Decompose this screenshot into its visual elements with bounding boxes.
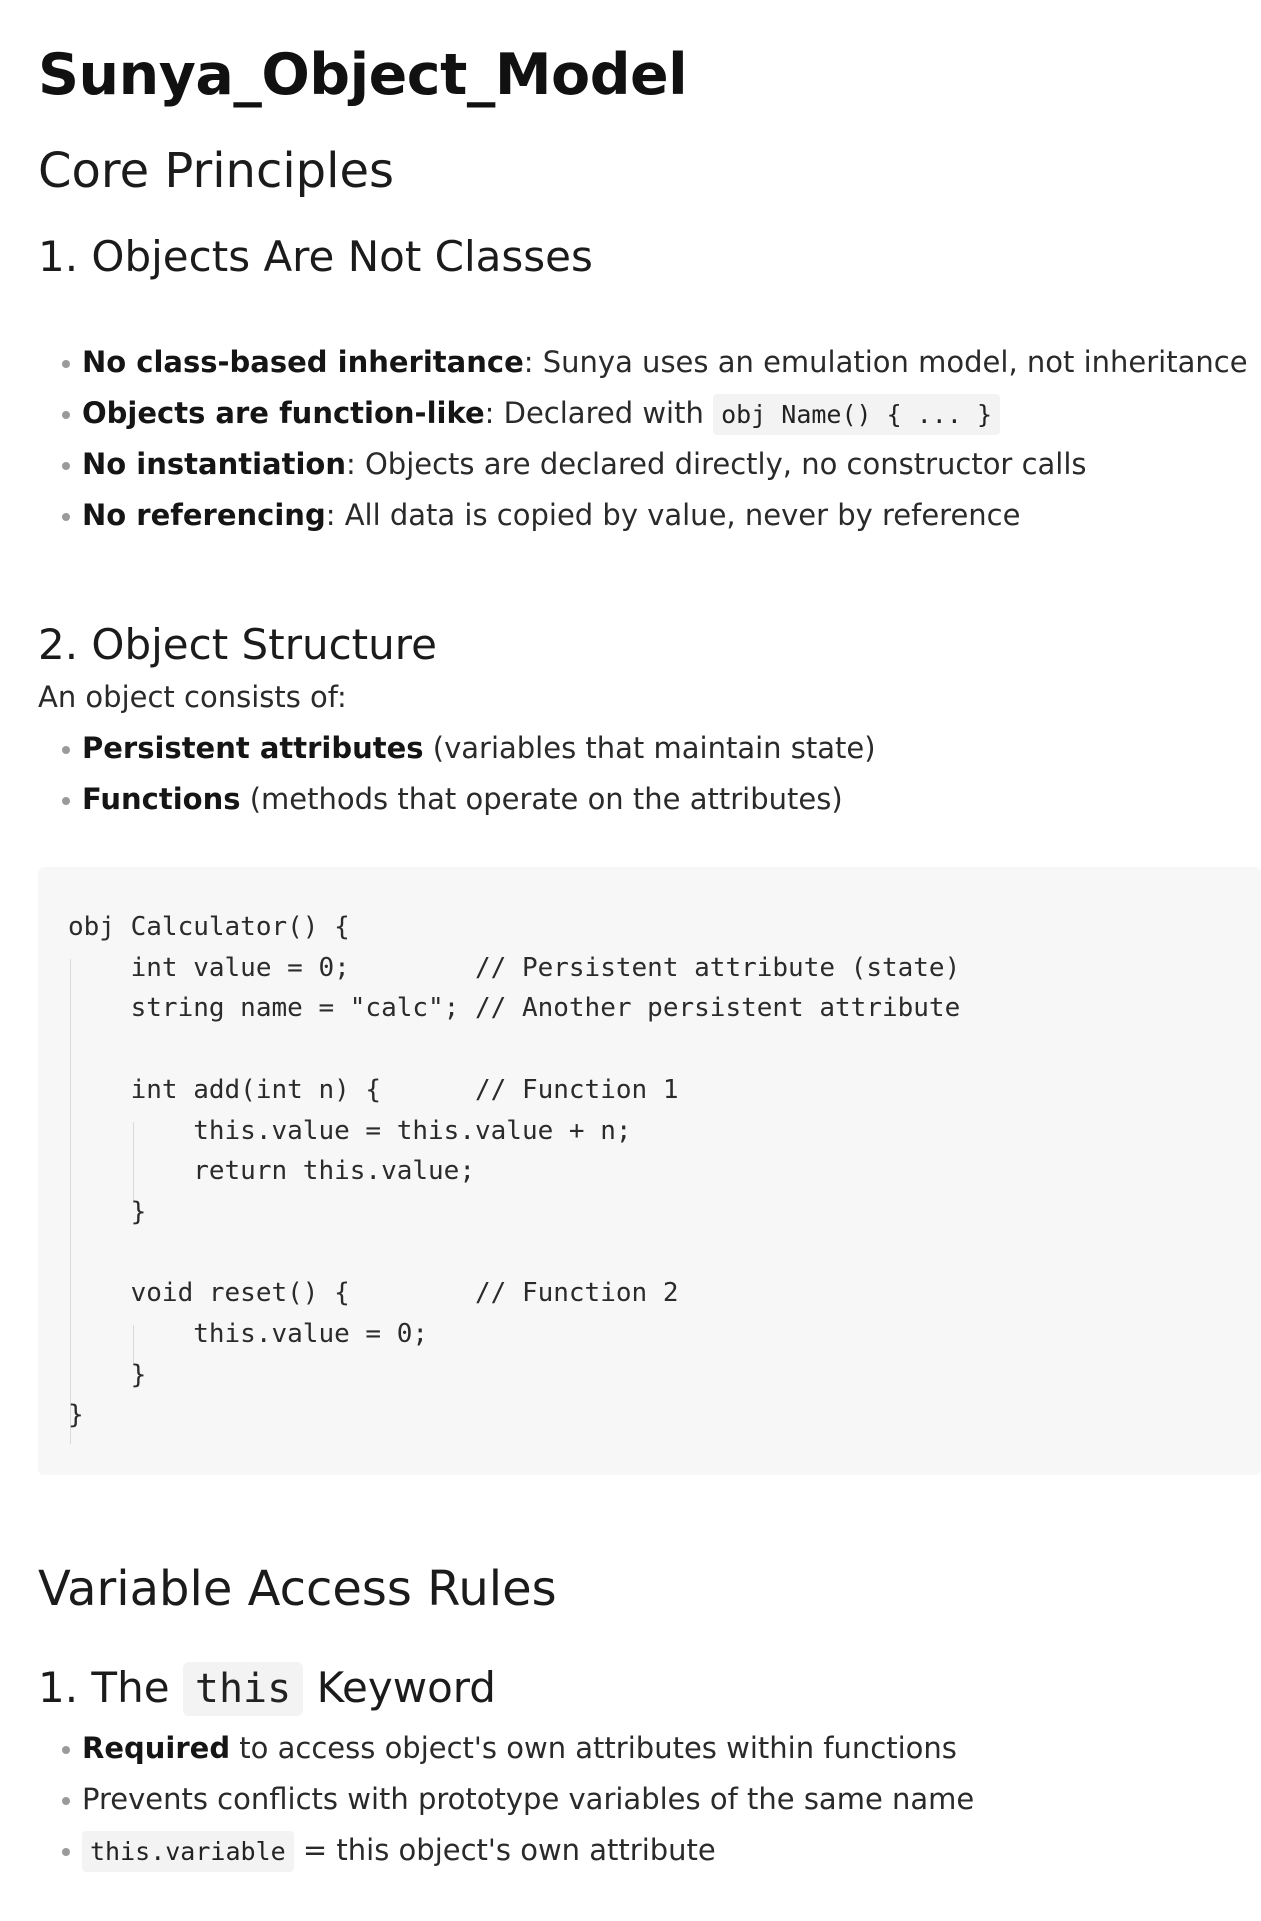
heading-variable-access-rules: Variable Access Rules [38, 1561, 557, 1617]
list-item-text: : Sunya uses an emulation model, not inheritance [523, 345, 1248, 379]
list-item-text: (variables that maintain state) [423, 731, 876, 765]
inline-code: this [183, 1662, 303, 1716]
list-item [38, 1774, 974, 1825]
list-item-text: Prevents conflicts with prototype variables of the same name [82, 1782, 975, 1816]
list-item-term: Functions [82, 782, 241, 816]
list-item-text: to access object's own attributes within functions [230, 1731, 957, 1765]
list-item-term: Objects are function-like [82, 396, 485, 430]
list-item-term: No instantiation [82, 447, 346, 481]
list-item-text: = this object's own attribute [293, 1833, 716, 1867]
heading-text: Keyword [303, 1663, 496, 1712]
heading-core-principles: Core Principles [38, 143, 395, 199]
list-item-text: : All data is copied by value, never by reference [325, 498, 1021, 532]
list-item-text: : Objects are declared directly, no constructor calls [345, 447, 1087, 481]
list-item-term: No class-based inheritance [82, 345, 524, 379]
object-structure-list [38, 723, 876, 825]
list-item-term: Persistent attributes [82, 731, 424, 765]
heading-this-keyword [38, 1663, 496, 1712]
objects-not-classes-list [38, 337, 1248, 541]
list-item [38, 1825, 974, 1876]
inline-code: this.variable [82, 1831, 294, 1872]
list-item-text: (methods that operate on the attributes) [240, 782, 843, 816]
heading-objects-are-not-classes: 1. Objects Are Not Classes [38, 232, 593, 281]
page-title: Sunya_Object_Model [38, 42, 688, 108]
list-item [38, 723, 876, 774]
object-structure-intro: An object consists of: [38, 680, 347, 714]
list-item [38, 490, 1248, 541]
list-item [38, 388, 1248, 439]
inline-code: obj Name() { ... } [713, 394, 1000, 435]
code-block[interactable] [38, 867, 1261, 1475]
list-item [38, 1723, 974, 1774]
code-content: obj Calculator() { int value = 0; // Persistent attribute (state) string name = "calc"; // Another persistent attribute int add(int n) { // Function 1 this.value = this.value + n; return this.value; } void reset() { // Function 2 this.value = 0; } } [68, 912, 961, 1431]
list-item [38, 337, 1248, 388]
heading-text: 1. The [38, 1663, 183, 1712]
heading-object-structure: 2. Object Structure [38, 620, 437, 669]
list-item-text: : Declared with [484, 396, 714, 430]
list-item-term: Required [82, 1731, 231, 1765]
list-item [38, 439, 1248, 490]
list-item [38, 774, 876, 825]
list-item-term: No referencing [82, 498, 326, 532]
this-keyword-list [38, 1723, 974, 1876]
